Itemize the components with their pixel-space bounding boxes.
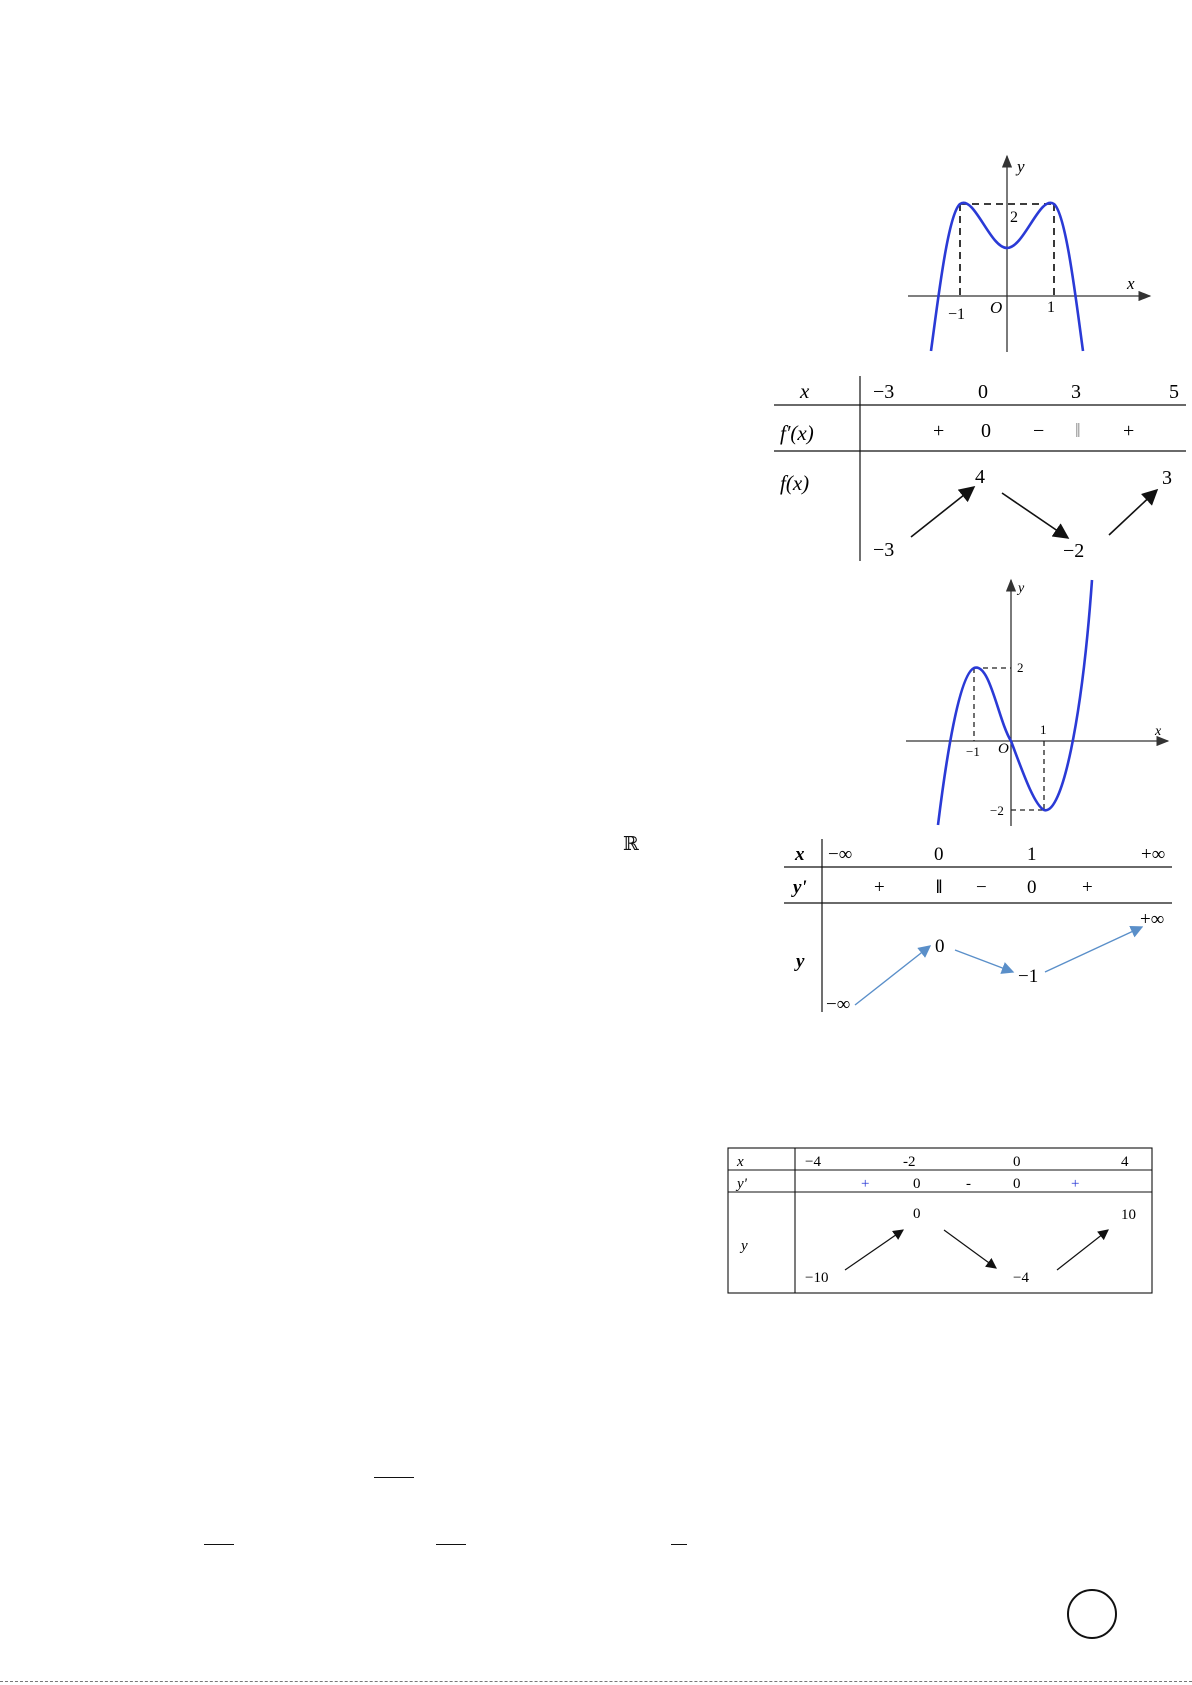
row-label-x: x: [800, 379, 810, 403]
sign: +: [1123, 420, 1135, 442]
undefined-mark: ‖: [936, 877, 943, 898]
x-value: 0: [978, 381, 988, 403]
sign: +: [861, 1176, 870, 1192]
axis-label-x: x: [1155, 724, 1162, 739]
f-value-start: −3: [873, 539, 895, 561]
reals-symbol: ℝ: [623, 833, 639, 855]
page-number-circle: [1067, 1589, 1117, 1639]
variation-table-1: [770, 370, 1190, 565]
arrow-up: [1057, 1230, 1108, 1270]
undefined-mark: ‖: [1075, 420, 1081, 442]
x-value: 3: [1071, 381, 1081, 403]
fraction-bar: [204, 1544, 234, 1545]
axis-label-x: x: [1127, 274, 1135, 293]
axis-label-y: y: [1018, 581, 1025, 596]
graph-quartic: [900, 150, 1160, 360]
sign: 0: [981, 420, 991, 442]
sign: −: [976, 877, 987, 898]
y-value-end: +∞: [1140, 909, 1165, 930]
y-value-min: −4: [1013, 1270, 1029, 1286]
row-label-f: f(x): [780, 471, 810, 495]
sign: +: [1071, 1176, 1080, 1192]
tick-label: −1: [966, 744, 980, 759]
row-label-x: x: [795, 844, 805, 865]
footer-rule: [0, 1681, 1192, 1682]
y-value-min: −1: [1018, 966, 1039, 987]
sign: +: [933, 420, 945, 442]
tick-label: 2: [1010, 209, 1018, 226]
tick-label: −1: [948, 306, 966, 323]
x-value: 0: [1013, 1154, 1021, 1170]
tick-label: 1: [1047, 299, 1055, 316]
arrow-down: [944, 1230, 996, 1268]
x-value: +∞: [1141, 844, 1166, 865]
sign: -: [966, 1176, 971, 1192]
origin-label: O: [990, 298, 1003, 317]
tick-label: 1: [1040, 722, 1047, 737]
sign: +: [1082, 877, 1093, 898]
function-curve: [938, 580, 1092, 825]
y-value-start: −∞: [826, 994, 851, 1015]
x-value: 5: [1169, 381, 1179, 403]
row-label-yprime: y': [737, 1176, 747, 1192]
sign: 0: [913, 1176, 921, 1192]
arrow-down: [955, 950, 1013, 972]
f-value-max: 4: [975, 466, 985, 488]
row-label-yprime: y': [793, 877, 807, 898]
variation-table-2: [780, 835, 1192, 1020]
y-value-end: 10: [1121, 1207, 1136, 1223]
y-value-max: 0: [935, 936, 945, 957]
arrow-up: [1045, 927, 1142, 972]
f-value-end: 3: [1162, 467, 1172, 489]
x-value: 4: [1121, 1154, 1129, 1170]
f-value-min: −2: [1063, 540, 1085, 562]
sign: −: [1033, 420, 1045, 442]
variation-table-3: [720, 1140, 1160, 1300]
tick-label: 2: [1017, 660, 1024, 675]
row-label-fprime: f′(x): [780, 421, 814, 445]
arrow-up: [911, 487, 974, 537]
x-value: −∞: [828, 844, 853, 865]
row-label-x: x: [737, 1154, 744, 1170]
x-value: −4: [805, 1154, 821, 1170]
sign: +: [874, 877, 885, 898]
y-value-max: 0: [913, 1206, 921, 1222]
fraction-bar: [436, 1544, 466, 1545]
row-label-y: y: [741, 1238, 748, 1254]
graph-cubic: [900, 575, 1170, 830]
arrow-up: [1109, 490, 1157, 535]
fraction-bar: [374, 1477, 414, 1478]
fraction-bar: [671, 1544, 687, 1545]
sign: 0: [1027, 877, 1037, 898]
axis-label-y: y: [1017, 157, 1025, 176]
x-value: 1: [1027, 844, 1037, 865]
origin-label: O: [998, 741, 1009, 757]
y-value-start: −10: [805, 1270, 829, 1286]
tick-label: −2: [990, 803, 1004, 818]
sign: 0: [1013, 1176, 1021, 1192]
x-value: 0: [934, 844, 944, 865]
row-label-y: y: [796, 951, 805, 972]
arrow-up: [845, 1230, 903, 1270]
x-value: -2: [903, 1154, 916, 1170]
arrow-down: [1002, 493, 1068, 538]
arrow-up: [855, 946, 930, 1005]
x-value: −3: [873, 381, 895, 403]
